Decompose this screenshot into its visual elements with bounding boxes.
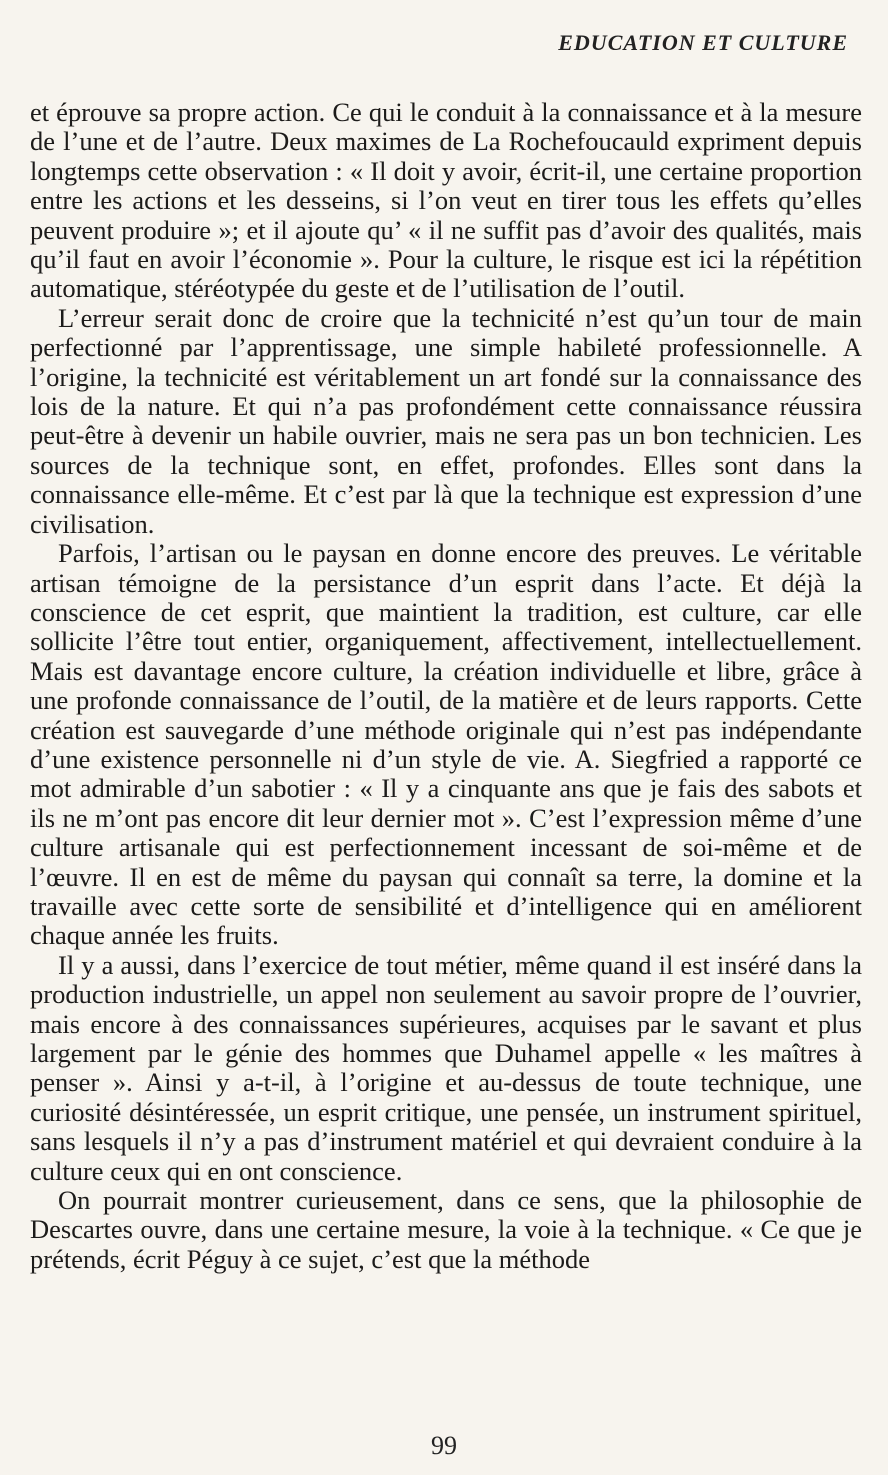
page-number: 99: [431, 1431, 457, 1460]
paragraph-5: On pourrait montrer curieusement, dans ce sens, que la philosophie de Descartes ouvre, dans une certaine mesure, la voie à la technique. « Ce que je prétends, écrit Péguy à ce sujet, c’est que la méthode: [30, 1185, 862, 1274]
paragraph-2: L’erreur serait donc de croire que la technicité n’est qu’un tour de main perfectionné par l’apprentissage, une simple habileté professionnelle. A l’origine, la technicité est véritablement un art fondé sur la connaissance des lois de la nature. Et qui n’a pas profondément cette connaissance réussira peut-être à devenir un habile ouvrier, mais ne sera pas un bon technicien. Les sources de la technique sont, en effet, profondes. Elles sont dans la connaissance elle-même. Et c’est par là que la technique est expression d’une civilisation.: [30, 302, 862, 539]
running-title: EDUCATION ET CULTURE: [558, 30, 848, 55]
paragraph-1: et éprouve sa propre action. Ce qui le conduit à la connaissance et à la mesure de l’une et de l’autre. Deux maximes de La Rochefoucauld expriment depuis longtemps cette observation : « Il doit y avoir, écrit-il, une certaine proportion entre les actions et les desseins, si l’on veut en tirer tous les effets qu’elles peuvent produire »; et il ajoute qu’ « il ne suffit pas d’avoir des qualités, mais qu’il faut en avoir l’économie ». Pour la culture, le risque est ici la répétition automatique, stéréotypée du geste et de l’utilisation de l’outil.: [30, 97, 862, 304]
paragraph-3: Parfois, l’artisan ou le paysan en donne encore des preuves. Le véritable artisan témoigne de la persistance d’un esprit dans l’acte. Et déjà la conscience de cet esprit, que maintient la tradition, est culture, car elle sollicite l’être tout entier, organiquement, affectivement, intellectuellement. Mais est davantage encore culture, la création individuelle et libre, grâce à une profonde connaissance de l’outil, de la matière et de leurs rapports. Cette création est sauvegarde d’une méthode originale qui n’est pas indépendante d’une existence personnelle ni d’un style de vie. A. Siegfried a rapporté ce mot admirable d’un sabotier : « Il y a cinquante ans que je fais des sabots et ils ne m’ont pas encore dit leur dernier mot ». C’est l’expression même d’une culture artisanale qui est perfectionnement incessant de soi-même et de l’œuvre. Il en est de même du paysan qui connaît sa terre, la domine et la travaille avec cette sorte de sensibilité et d’intelligence qui en améliorent chaque année les fruits.: [30, 538, 862, 951]
paragraph-4: Il y a aussi, dans l’exercice de tout métier, même quand il est inséré dans la production industrielle, un appel non seulement au savoir propre de l’ouvrier, mais encore à des connaissances supérieures, acquises par le savant et plus largement par le génie des hommes que Duhamel appelle « les maîtres à penser ». Ainsi y a-t-il, à l’origine et au-dessus de toute technique, une curiosité désintéressée, un esprit critique, une pensée, un instrument spirituel, sans lesquels il n’y a pas d’instrument matériel et qui devraient conduire à la culture ceux qui en ont conscience.: [30, 949, 862, 1186]
body-text: [30, 98, 862, 1274]
